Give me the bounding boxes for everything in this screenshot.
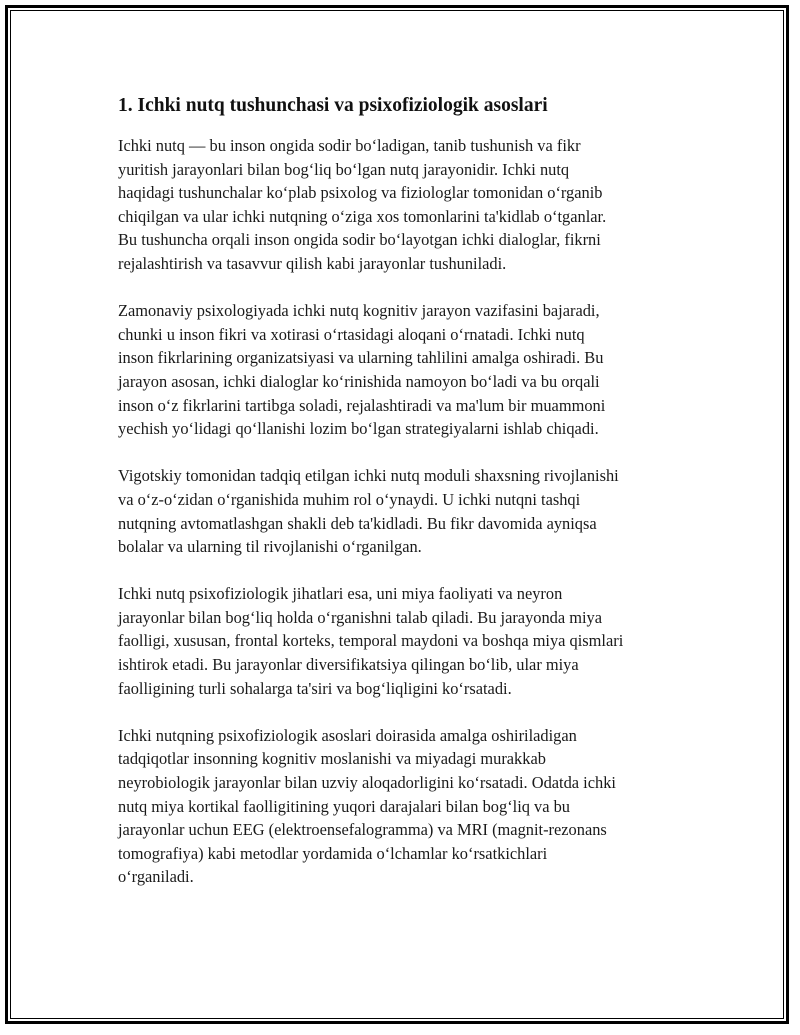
paragraph-2 — [118, 299, 698, 441]
text-line: Zamonaviy psixologiyada ichki nutq kognitiv jarayon vazifasini bajaradi, — [118, 301, 600, 321]
section-heading: 1. Ichki nutq tushunchasi va psixofiziologik asoslari — [118, 95, 548, 116]
paragraph-5 — [118, 724, 698, 889]
text-line: bolalar va ularning til rivojlanishi o‘rganilgan. — [118, 537, 422, 557]
text-line: Bu tushuncha orqali inson ongida sodir bo‘layotgan ichki dialoglar, fikrni — [118, 230, 601, 250]
text-line: nutq miya kortikal faolligitining yuqori darajalari bilan bog‘liq va bu — [118, 796, 571, 816]
text-line: Ichki nutq — bu inson ongida sodir bo‘ladigan, tanib tushunish va fikr — [118, 136, 581, 155]
text-line: nutqning avtomatlashgan shakli deb ta'kidladi. Bu fikr davomida ayniqsa — [118, 513, 597, 533]
text-line: tadqiqotlar insonning kognitiv moslanishi va miyadagi murakkab — [118, 749, 546, 769]
text-line: inson o‘z fikrlarini tartibga soladi, rejalashtiradi va ma'lum bir muammoni — [118, 395, 606, 415]
document-body — [118, 94, 698, 913]
text-line: yechish yo‘lidagi qo‘llanishi lozim bo‘lgan strategiyalarni ishlab chiqadi. — [118, 419, 599, 439]
text-line: faolligining turli sohalarga ta'siri va bog‘liqligini ko‘rsatadi. — [118, 678, 512, 698]
text-line: chiqilgan va ular ichki nutqning o‘ziga xos tomonlarini ta'kidlab o‘tganlar. — [118, 206, 607, 226]
text-line: Ichki nutq psixofiziologik jihatlari esa, uni miya faoliyati va neyron — [118, 584, 563, 604]
text-line: yuritish jarayonlari bilan bog‘liq bo‘lgan nutq jarayonidir. Ichki nutq — [118, 159, 570, 179]
text-line: jarayonlar bilan bog‘liq holda o‘rganishni talab qiladi. Bu jarayonda miya — [118, 607, 603, 627]
text-line: haqidagi tushunchalar ko‘plab psixolog va fiziologlar tomonidan o‘rganib — [118, 183, 603, 203]
paragraph-3 — [118, 464, 698, 558]
text-line: va o‘z-o‘zidan o‘rganishida muhim rol o‘ynaydi. U ichki nutqni tashqi — [118, 489, 581, 509]
paragraph-4 — [118, 582, 698, 700]
text-line: inson fikrlarining organizatsiyasi va ularning tahlilini amalga oshiradi. Bu — [118, 348, 604, 368]
text-line: jarayonlar uchun EEG (elektroensefalogramma) va MRI (magnit-rezonans — [118, 820, 607, 840]
text-line: tomografiya) kabi metodlar yordamida o‘lchamlar ko‘rsatkichlari — [118, 843, 548, 863]
text-line: neyrobiologik jarayonlar bilan uzviy aloqadorligini ko‘rsatadi. Odatda ichki — [118, 773, 616, 793]
paragraph-1 — [118, 134, 698, 276]
text-line: o‘rganiladi. — [118, 867, 194, 887]
text-line: chunki u inson fikri va xotirasi o‘rtasidagi aloqani o‘rnatadi. Ichki nutq — [118, 324, 585, 344]
text-line: ishtirok etadi. Bu jarayonlar diversifikatsiya qilingan bo‘lib, ular miya — [118, 655, 579, 675]
text-line: rejalashtirish va tasavvur qilish kabi jarayonlar tushuniladi. — [118, 253, 507, 273]
text-line: Ichki nutqning psixofiziologik asoslari doirasida amalga oshiriladigan — [118, 725, 577, 745]
text-line: Vigotskiy tomonidan tadqiq etilgan ichki nutq moduli shaxsning rivojlanishi — [118, 466, 619, 486]
text-line: jarayon asosan, ichki dialoglar ko‘rinishida namoyon bo‘ladi va bu orqali — [118, 371, 600, 391]
text-line: faolligi, xususan, frontal korteks, temporal maydoni va boshqa miya qismlari — [118, 631, 624, 651]
